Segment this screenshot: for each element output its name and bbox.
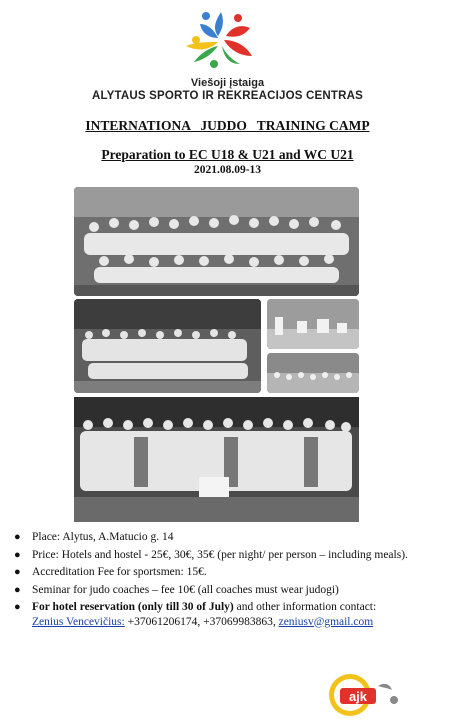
sports-center-logo <box>178 6 264 72</box>
reservation-text: and other information contact: <box>233 601 377 613</box>
org-type: Viešoji įstaiga <box>190 77 265 89</box>
accreditation-text: Accreditation Fee for sportsmen: 15€. <box>32 566 207 578</box>
photo-collage <box>74 187 359 522</box>
club-logo-text: ajk <box>348 689 368 704</box>
list-item-accreditation <box>12 565 442 580</box>
camp-title: INTERNATIONA JUDDO TRAINING CAMP <box>85 118 370 133</box>
info-list <box>12 530 442 632</box>
training-photo-gym <box>267 299 359 349</box>
group-photo-large <box>74 187 359 296</box>
bullet-icon: ● <box>14 566 21 578</box>
training-photo-hall <box>267 353 359 393</box>
judo-club-logo <box>328 672 406 718</box>
bullet-icon: ● <box>14 583 21 596</box>
seminar-text: Seminar for judo coaches – fee 10€ (all coaches must wear judogi) <box>32 583 339 596</box>
bullet-icon: ● <box>14 601 21 613</box>
contact-phones: +37061206174, +37069983863, <box>124 615 279 628</box>
list-item-price <box>12 548 442 563</box>
price-text: Price: Hotels and hostel - 25€, 30€, 35€ (per night/ per person – including meals). <box>32 548 408 561</box>
bullet-icon: ● <box>14 548 21 561</box>
camp-subtitle: Preparation to EC U18 & U21 and WC U21 <box>101 147 354 162</box>
camp-dates: 2021.08.09-13 <box>193 164 262 176</box>
group-photo-coaches <box>74 397 359 522</box>
list-item-seminar <box>12 583 442 598</box>
list-item-reservation <box>12 600 442 629</box>
bullet-icon: ● <box>14 531 21 543</box>
list-item-place <box>12 530 442 545</box>
org-name: ALYTAUS SPORTO IR REKREACIJOS CENTRAS <box>91 90 364 102</box>
reservation-bold-text: For hotel reservation (only till 30 of July) <box>32 601 234 613</box>
place-text: Place: Alytus, A.Matucio g. 14 <box>32 531 174 543</box>
contact-email-link[interactable]: zeniusv@gmail.com <box>278 615 374 628</box>
group-photo-outdoor <box>74 299 261 393</box>
contact-name-link[interactable]: Zenius Vencevičius: <box>32 615 125 628</box>
